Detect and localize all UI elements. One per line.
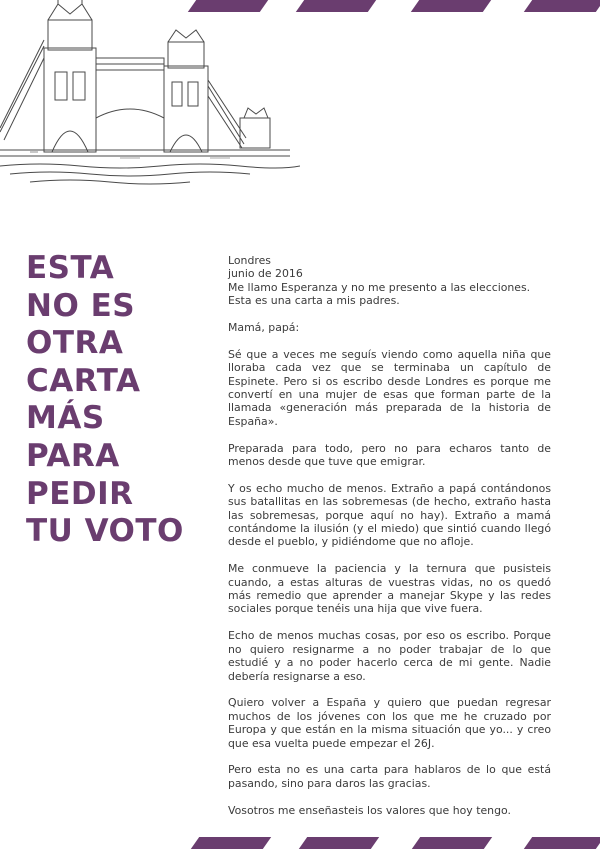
headline-line: MÁS: [26, 400, 105, 437]
letter-paragraph: Sé que a veces me seguís viendo como aquella niña que lloraba cada vez que se terminaba un capítulo de Espinete. Pero si os escribo desde Londres es porque me convertí en una mujer de esas que forman parte de la llamada «generación más preparada de la historia de España».: [228, 347, 551, 428]
stripe: [524, 0, 600, 12]
letter-intro-line: Esta es una carta a mis padres.: [228, 294, 400, 308]
letter-paragraph: Y os echo mucho de menos. Extraño a papá contándonos sus batallitas en las sobremesas (de hecho, extraño hasta las sobremesas, porque aquí no hay). Extraño a mamá contándome la ilusión (y el miedo) que sintió cuando llegó desde el pueblo, y pidiéndome que no afloje.: [228, 481, 551, 549]
headline-line: PEDIR: [26, 475, 134, 512]
stripe: [296, 0, 376, 12]
letter-paragraph: Me conmueve la paciencia y la ternura que pusisteis cuando, a estas alturas de vuestras vidas, no os quedó más remedio que aprender a manejar Skype y las redes sociales porque tenéis una hija que vive fuera.: [228, 562, 551, 616]
tower-bridge-illustration: [0, 0, 300, 200]
headline-line: ESTA: [26, 250, 115, 286]
headline: [26, 250, 216, 551]
letter-body: [228, 254, 551, 830]
stripe: [411, 0, 491, 12]
headline-line: NO ES: [26, 287, 136, 324]
stripe: [412, 837, 492, 849]
headline-line: OTRA: [26, 325, 124, 362]
letter-date: junio de 2016: [228, 267, 303, 281]
stripe: [191, 837, 271, 849]
letter-paragraph: Echo de menos muchas cosas, por eso os escribo. Porque no quiero resignarme a no poder trabajar de lo que estudié y a no poder hacerlo cerca de mi gente. Nadie debería resignarse a eso.: [228, 629, 551, 683]
letter-salutation: Mamá, papá:: [228, 321, 300, 335]
stripe: [524, 837, 600, 849]
letter-paragraph: Quiero volver a España y quiero que puedan regresar muchos de los jóvenes con los que me he cruzado por Europa y que están en la misma situación que yo... y creo que esa vuelta puede empezar el 26J.: [228, 696, 551, 750]
letter-paragraph: Preparada para todo, pero no para echaros tanto de menos desde que tuve que emigrar.: [228, 441, 551, 469]
headline-line: TU VOTO: [26, 513, 184, 550]
stripe: [299, 837, 379, 849]
letter-paragraph: Pero esta no es una carta para hablaros de lo que está pasando, sino para daros las gracias.: [228, 763, 551, 790]
letter-paragraph: Vosotros me enseñasteis los valores que hoy tengo.: [228, 803, 511, 817]
headline-line: PARA: [26, 437, 120, 474]
letter-header: [228, 254, 551, 308]
letter-intro-line: Me llamo Esperanza y no me presento a las elecciones.: [228, 280, 531, 294]
letter-place: Londres: [228, 254, 271, 267]
headline-line: CARTA: [26, 362, 141, 399]
bottom-stripe-decoration: [0, 837, 600, 849]
